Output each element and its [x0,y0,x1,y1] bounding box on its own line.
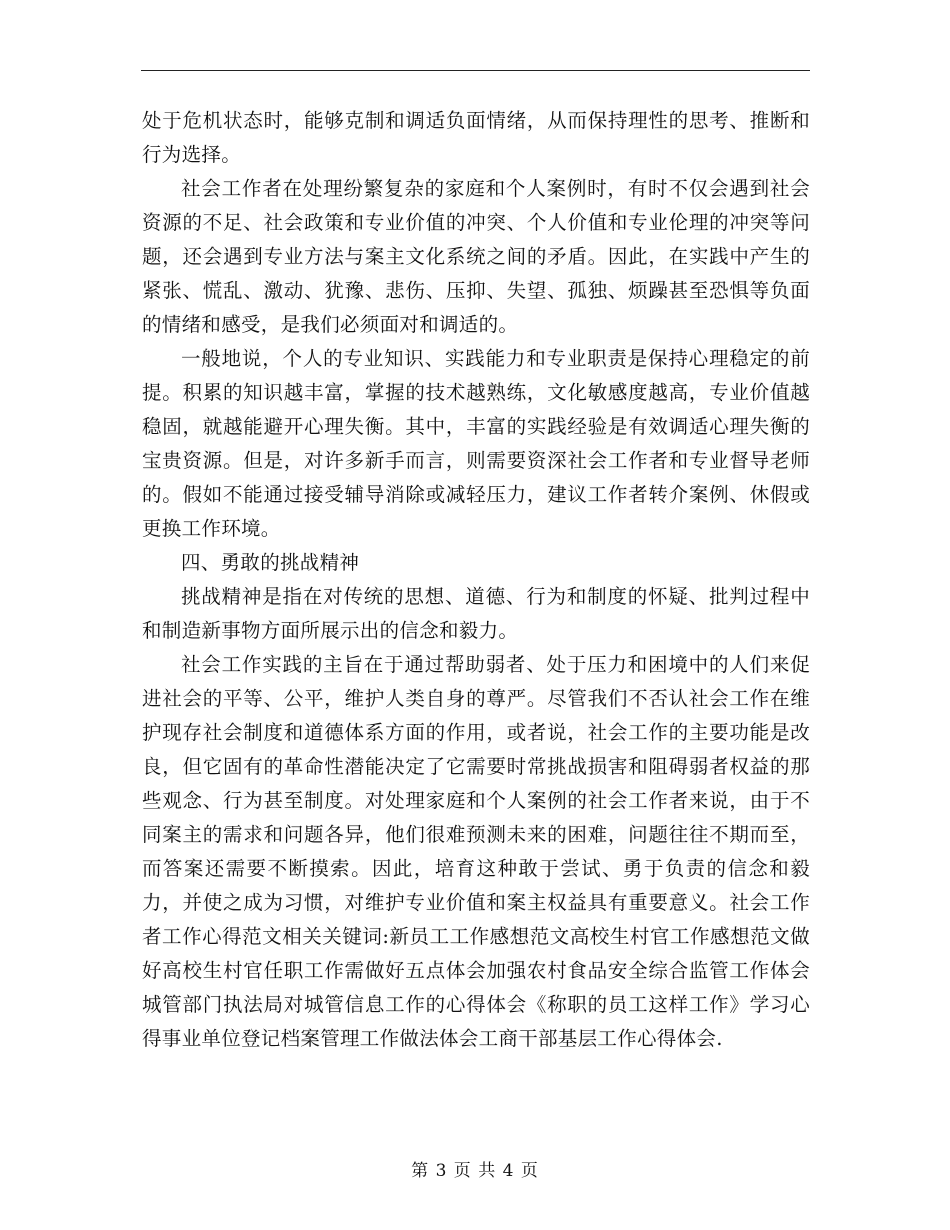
document-body [142,104,810,1056]
page-footer: 第 3 页 共 4 页 [411,1161,539,1181]
paragraph: 一般地说，个人的专业知识、实践能力和专业职责是保持心理稳定的前提。积累的知识越丰富，掌握的技术越熟练，文化敏感度越高，专业价值越稳固，就越能避开心理失衡。其中，丰富的实践经验是有效调适心理失衡的宝贵资源。但是，对许多新手而言，则需要资深社会工作者和专业督导老师的。假如不能通过接受辅导消除或减轻压力，建议工作者转介案例、休假或更换工作环境。 [142,347,810,540]
paragraph: 挑战精神是指在对传统的思想、道德、行为和制度的怀疑、批判过程中和制造新事物方面所展示出的信念和毅力。 [142,585,810,642]
paragraph: 社会工作实践的主旨在于通过帮助弱者、处于压力和困境中的人们来促进社会的平等、公平，维护人类自身的尊严。尽管我们不否认社会工作在维护现存社会制度和道德体系方面的作用，或者说，社会工作的主要功能是改良，但它固有的革命性潜能决定了它需要时常挑战损害和阻碍弱者权益的那些观念、行为甚至制度。对处理家庭和个人案例的社会工作者来说，由于不同案主的需求和问题各异，他们很难预测未来的困难，问题往往不期而至，而答案还需要不断摸索。因此，培育这种敢于尝试、勇于负责的信念和毅力，并使之成为习惯，对维护专业价值和案主权益具有重要意义。社会工作者工作心得范文相关关键词:新员工工作感想范文高校生村官工作感想范文做好高校生村官任职工作需做好五点体会加强农村食品安全综合监管工作体会城管部门执法局对城管信息工作的心得体会《称职的员工这样工作》学习心得事业单位登记档案管理工作做法体会工商干部基层工作心得体会. [142,653,810,1050]
paragraph: 处于危机状态时，能够克制和调适负面情绪，从而保持理性的思考、推断和行为选择。 [142,109,810,166]
header-rule [141,70,810,71]
paragraph: 社会工作者在处理纷繁复杂的家庭和个人案例时，有时不仅会遇到社会资源的不足、社会政策和专业价值的冲突、个人价值和专业伦理的冲突等问题，还会遇到专业方法与案主文化系统之间的矛盾。因此，在实践中产生的紧张、慌乱、激动、犹豫、悲伤、压抑、失望、孤独、烦躁甚至恐惧等负面的情绪和感受，是我们必须面对和调适的。 [142,177,810,336]
section-heading: 四、勇敢的挑战精神 [181,551,360,574]
